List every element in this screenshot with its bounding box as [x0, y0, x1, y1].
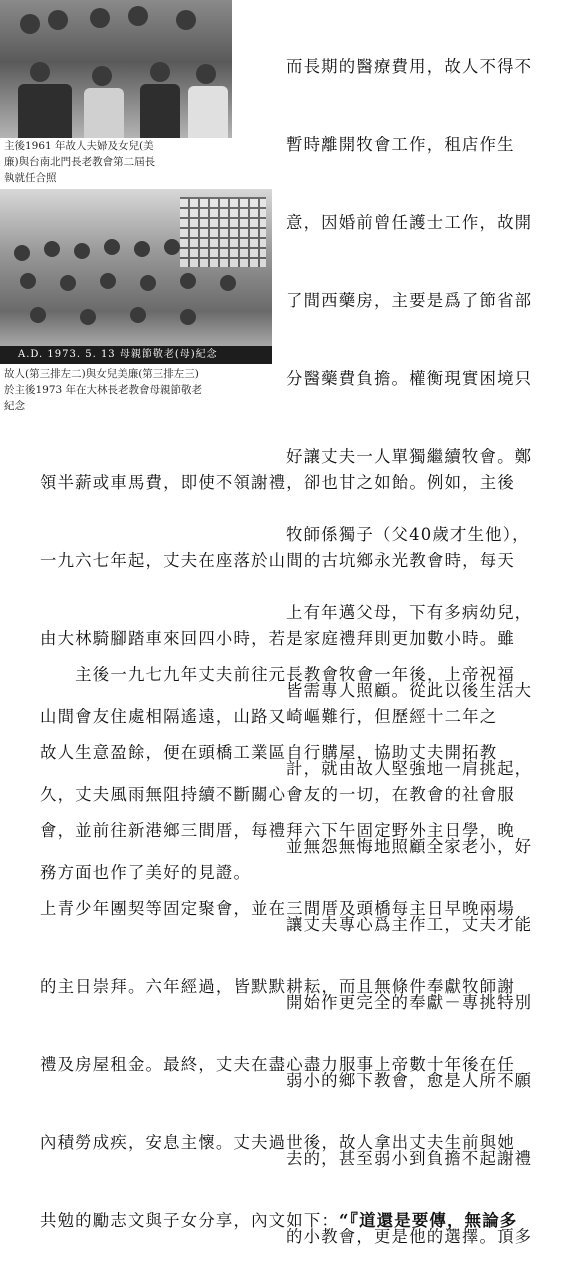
text-line-last: [40, 1208, 517, 1234]
text-line: 領半薪或車馬費，即使不領謝禮，卻也甘之如飴。例如，主後: [40, 473, 515, 492]
person-figure: [48, 10, 68, 30]
caption-line: 紀念: [4, 400, 25, 412]
text-line: 由大林騎腳踏車來回四小時，若是家庭禮拜則更加數小時。雖: [40, 629, 515, 648]
text-line: 內積勞成疾，安息主懷。丈夫過世後，故人拿出丈夫生前與她: [40, 1133, 515, 1152]
person-figure: [150, 62, 170, 82]
person-figure: [130, 307, 146, 323]
text-line: 開始作更完全的奉獻－專挑特別: [286, 993, 533, 1012]
text-line: 暫時離開牧會工作，租店作生: [286, 135, 515, 154]
text-line: 一九六七年起，丈夫在座落於山間的古坑鄉永光教會時，每天: [40, 551, 515, 570]
person-figure: [74, 243, 90, 259]
text-line: 而長期的醫療費用，故人不得不: [286, 57, 533, 76]
text-line: 務方面也作了美好的見證。: [40, 863, 252, 882]
caption-line: 廉)與台南北門長老教會第二屆長: [4, 156, 156, 168]
person-figure: [180, 273, 196, 289]
text-line: 山間會友住處相隔遙遠，山路又崎嶇難行，但歷經十二年之: [40, 707, 498, 726]
person-figure: [134, 241, 150, 257]
person-figure: [30, 62, 50, 82]
person-figure: [176, 10, 196, 30]
text-line: 上青少年團契等固定聚會，並在三間厝及頭橋每主日早晚兩場: [40, 899, 515, 918]
person-figure: [104, 239, 120, 255]
text-line: 了間西藥房，主要是爲了節省部: [286, 291, 533, 310]
person-figure: [188, 86, 228, 138]
photo-banner: A.D. 1973. 5. 13 母親節敬老(母)紀念: [0, 346, 272, 364]
person-figure: [92, 66, 112, 86]
person-figure: [20, 273, 36, 289]
person-figure: [90, 8, 110, 28]
text-line: 分醫藥費負擔。權衡現實困境只: [286, 369, 533, 388]
person-figure: [100, 273, 116, 289]
text-line: 牧師係獨子（父40歲才生他），: [286, 525, 530, 544]
text-line: 久，丈夫風雨無阻持續不斷關心會友的一切，在教會的社會服: [40, 785, 515, 804]
person-figure: [60, 275, 76, 291]
person-figure: [20, 14, 40, 34]
photo-1-caption: [4, 138, 236, 186]
text-line: 會，並前往新港鄉三間厝，每禮拜六下午固定野外主日學，晚: [40, 821, 515, 840]
text-line: 弱小的鄉下教會，愈是人所不願: [286, 1071, 533, 1090]
person-figure: [30, 307, 46, 323]
body-paragraph-second: [40, 610, 517, 1260]
text-line: 皆需專人照顧。從此以後生活大: [286, 681, 533, 700]
person-figure: [84, 88, 124, 138]
person-figure: [14, 245, 30, 261]
person-figure: [196, 64, 216, 84]
caption-line: 主後1961 年故人夫婦及女兒(美: [4, 140, 154, 152]
text-line: 讓丈夫專心爲主作工，丈夫才能: [286, 915, 533, 934]
text-line: 並無怨無悔地照顧全家老小，好: [286, 837, 533, 856]
caption-line: 於主後1973 年在大林長老教會母親節敬老: [4, 384, 203, 396]
text-line: 的小教會，更是他的選擇。頂多: [286, 1227, 533, 1246]
text-line: 禮及房屋租金。最終，丈夫在盡心盡力服事上帝數十年後在任: [40, 1055, 515, 1074]
person-figure: [44, 241, 60, 257]
person-figure: [140, 84, 180, 138]
text-line: 好讓丈夫一人單獨繼續牧會。鄭: [286, 447, 533, 466]
lattice-wall: [180, 197, 266, 267]
person-figure: [164, 239, 180, 255]
person-figure: [140, 275, 156, 291]
photo-2-caption: [4, 366, 276, 414]
text-line: 上有年邁父母，下有多病幼兒，: [286, 603, 533, 622]
text-line: 意，因婚前曾任護士工作，故開: [286, 213, 533, 232]
quote-emphasis: “『道還是要傳，無論多: [339, 1211, 518, 1230]
text-line: 的主日崇拜。六年經過，皆默默耕耘，而且無條件奉獻牧師謝: [40, 977, 515, 996]
text-line: 去的，甚至弱小到負擔不起謝禮: [286, 1149, 533, 1168]
caption-line: 執就任合照: [4, 172, 57, 184]
person-figure: [220, 275, 236, 291]
text-line: 故人生意盈餘，便在頭橋工業區自行購屋，協助丈夫開拓教: [40, 743, 498, 762]
person-figure: [18, 84, 72, 138]
church-group-photo: [0, 189, 272, 364]
family-group-photo: [0, 0, 232, 138]
person-figure: [80, 309, 96, 325]
text-plain: 共勉的勵志文與子女分享，內文如下：: [40, 1211, 340, 1230]
person-figure: [180, 309, 196, 325]
caption-line: 故人(第三排左二)與女兒美廉(第三排左三): [4, 368, 199, 380]
text-line: 主後一九七九年丈夫前往元長教會牧會一年後，上帝祝福: [40, 665, 515, 684]
person-figure: [128, 6, 148, 26]
text-line: 計，就由故人堅強地一肩挑起，: [286, 759, 533, 778]
